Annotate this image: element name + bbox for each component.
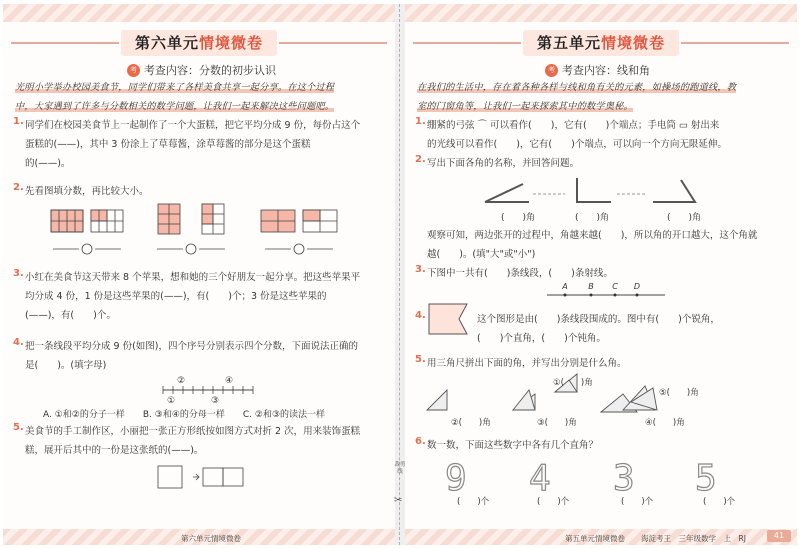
q4-text	[25, 337, 381, 375]
q2-line: 越( )。(填"大"或"小")	[427, 249, 536, 260]
segment-mark-4: ④	[224, 376, 234, 386]
angle-diagrams	[405, 172, 797, 228]
set-square-diagrams	[405, 370, 797, 432]
q2-text: 先看图填分数，再比较大小。	[25, 186, 149, 197]
q5-line: 美食节的手工制作区，小丽把一张正方形纸按如图方式对折 2 次，用来装饰蛋糕	[25, 426, 361, 437]
digit-5: 5	[695, 458, 717, 499]
q5-text: 用三角尺拼出下面的角，并写出分别是什么角。	[427, 358, 627, 369]
title-rule-right	[681, 42, 789, 44]
segment-mark-1: ①	[166, 396, 176, 406]
angle-blank: ( )角	[667, 213, 702, 223]
page-number: 41	[767, 530, 791, 542]
q4-line: 把一条线段平均分成 9 份(如图)，四个序号分别表示四个分数，下面说法正确的	[25, 341, 358, 352]
q3-line: (——)，有( )个。	[25, 310, 116, 321]
q3-line: 均分成 4 份，1 份是这些苹果的(——)，有( )个；3 份是这些苹果的	[25, 291, 327, 302]
cut-label: 裁剪线	[394, 462, 406, 475]
digit-blank: ( )个	[621, 497, 654, 507]
grid-figure-3	[158, 204, 224, 234]
left-page	[3, 4, 395, 545]
right-topic	[545, 62, 650, 78]
title-tag: 情境微卷	[601, 34, 666, 52]
grid-figure-4	[261, 210, 337, 232]
right-footer-right: 海淀考王 三年级数学 上 RJ	[641, 534, 746, 543]
q5-text	[25, 422, 381, 460]
title-tag: 情境微卷	[199, 34, 264, 52]
q3-text: 下图中一共有( )条线段，( )条射线。	[427, 268, 613, 279]
q6-number: 6.	[415, 436, 426, 447]
q1-text	[25, 116, 381, 173]
q3-number: 3.	[415, 264, 426, 275]
scissors-icon: ✂	[394, 495, 403, 506]
digit-figures	[405, 454, 797, 510]
title-unit: 第五单元	[536, 34, 601, 52]
intro-line: 在我们的生活中，存在着各种各样与线和角有关的元素，如操场的跑道线，教	[417, 82, 737, 93]
flag-shape-diagram	[427, 302, 471, 336]
point-label-d: D	[633, 282, 641, 291]
q3-line: 小红在美食节这天带来 8 个苹果，想和她的三个好朋友一起分享。把这些苹果平	[25, 272, 361, 283]
q4-line: 是( )。(填字母)	[25, 360, 107, 371]
point-label-b: B	[588, 282, 594, 291]
q4-options: A. ①和②的分子一样 B. ③和④的分母一样 C. ②和③的读法一样	[43, 410, 326, 420]
intro-line: 室的门窗角等，让我们一起来探索其中的数学奥秘。	[417, 101, 633, 112]
topic-badge: 考	[545, 64, 558, 77]
q2-number: 2.	[415, 154, 426, 165]
title-unit: 第六单元	[134, 34, 199, 52]
points-line-diagram	[405, 280, 797, 304]
q1-line: 蛋糕的(——)，其中 3 份涂上了草莓酱，涂草莓酱的部分是这个蛋糕	[25, 139, 311, 150]
q1-line: 绷紧的弓弦 ⌒ 可以看作( )，它有( )个端点；手电筒 ▭ 射出来	[427, 120, 720, 131]
right-intro	[417, 78, 783, 116]
segment-mark-2: ②	[176, 376, 186, 386]
topic-badge: 考	[127, 64, 140, 77]
q2-observation	[427, 226, 783, 264]
right-title-bar	[405, 30, 797, 56]
angle-answer: ①( )角	[553, 378, 593, 388]
digit-blank: ( )个	[457, 497, 490, 507]
q1-text	[427, 116, 783, 154]
q4-number: 4.	[415, 310, 426, 321]
q4-number: 4.	[13, 337, 24, 348]
q4-text	[477, 310, 783, 348]
q1-number: 1.	[13, 116, 24, 127]
q2-line: 观察可知，两边张开的过程中，角越来越( )，所以角的开口越大，这个角就	[427, 230, 758, 241]
q5-number: 5.	[13, 422, 24, 433]
angle-answer: ②( )角	[451, 418, 491, 428]
digit-blank: ( )个	[703, 497, 736, 507]
right-page	[405, 4, 797, 545]
digit-4: 4	[529, 458, 551, 499]
right-footer-left: 第五单元情境微卷	[565, 534, 625, 543]
top-stripe	[405, 4, 797, 22]
angle-blank: ( )角	[501, 213, 536, 223]
intro-line: 中，大家遇到了许多与分数相关的数学问题，让我们一起来解决这些问题吧。	[15, 101, 335, 112]
topic-text: 考查内容：线和角	[562, 64, 650, 77]
digit-blank: ( )个	[537, 497, 570, 507]
q5-number: 5.	[415, 354, 426, 365]
grid-figure-1	[51, 210, 83, 232]
title-rule-right	[279, 42, 387, 44]
digit-9: 9	[445, 458, 467, 499]
intro-line: 光明小学举办校园美食节，同学们带来了各样美食共享一起分享。在这个过程	[15, 82, 335, 93]
title-rule-left	[413, 42, 521, 44]
angle-answer: ④( )角	[645, 418, 685, 428]
q4-line: 这个图形是由( )条线段围成的。图中有( )个锐角，	[477, 314, 720, 325]
angle-blank: ( )角	[575, 213, 610, 223]
angle-answer: ③( )角	[537, 418, 577, 428]
left-page-title	[121, 30, 277, 56]
q4-line: ( )个直角，( )个钝角。	[477, 333, 606, 344]
q3-number: 3.	[13, 268, 24, 279]
segment-diagram	[3, 374, 395, 404]
right-page-title	[523, 30, 679, 56]
left-title-bar	[3, 30, 395, 56]
q5-line: 糕，展开后其中的一份是这张纸的(——)。	[25, 445, 204, 456]
q1-number: 1.	[415, 116, 426, 127]
point-label-a: A	[562, 282, 568, 291]
left-topic	[127, 62, 276, 78]
angle-answer: ⑤( )角	[659, 388, 699, 398]
q1-line: 同学们在校园美食节上一起制作了一个大蛋糕，把它平均分成 9 份，每份占这个	[25, 120, 361, 131]
top-stripe	[3, 4, 395, 22]
digit-3: 3	[613, 458, 635, 499]
title-rule-left	[11, 42, 119, 44]
q1-line: 的光线可以看作( )，它有( )个端点，可以向一个方向无限延伸。	[427, 139, 727, 150]
point-label-c: C	[612, 282, 618, 291]
q1-line: 的(——)。	[25, 158, 71, 169]
segment-mark-3: ③	[210, 396, 220, 406]
left-intro	[15, 78, 381, 116]
q2-text: 写出下面各角的名称，并回答问题。	[427, 158, 580, 169]
q2-number: 2.	[13, 182, 24, 193]
fraction-grid-figures	[3, 204, 395, 264]
topic-text: 考查内容：分数的初步认识	[144, 64, 276, 77]
folding-diagram	[3, 462, 395, 492]
left-footer: 第六单元情境微卷	[181, 534, 241, 543]
grid-figure-2	[91, 210, 123, 232]
q3-text	[25, 268, 381, 325]
q6-text: 数一数，下面这些数字中各有几个直角？	[427, 440, 599, 451]
